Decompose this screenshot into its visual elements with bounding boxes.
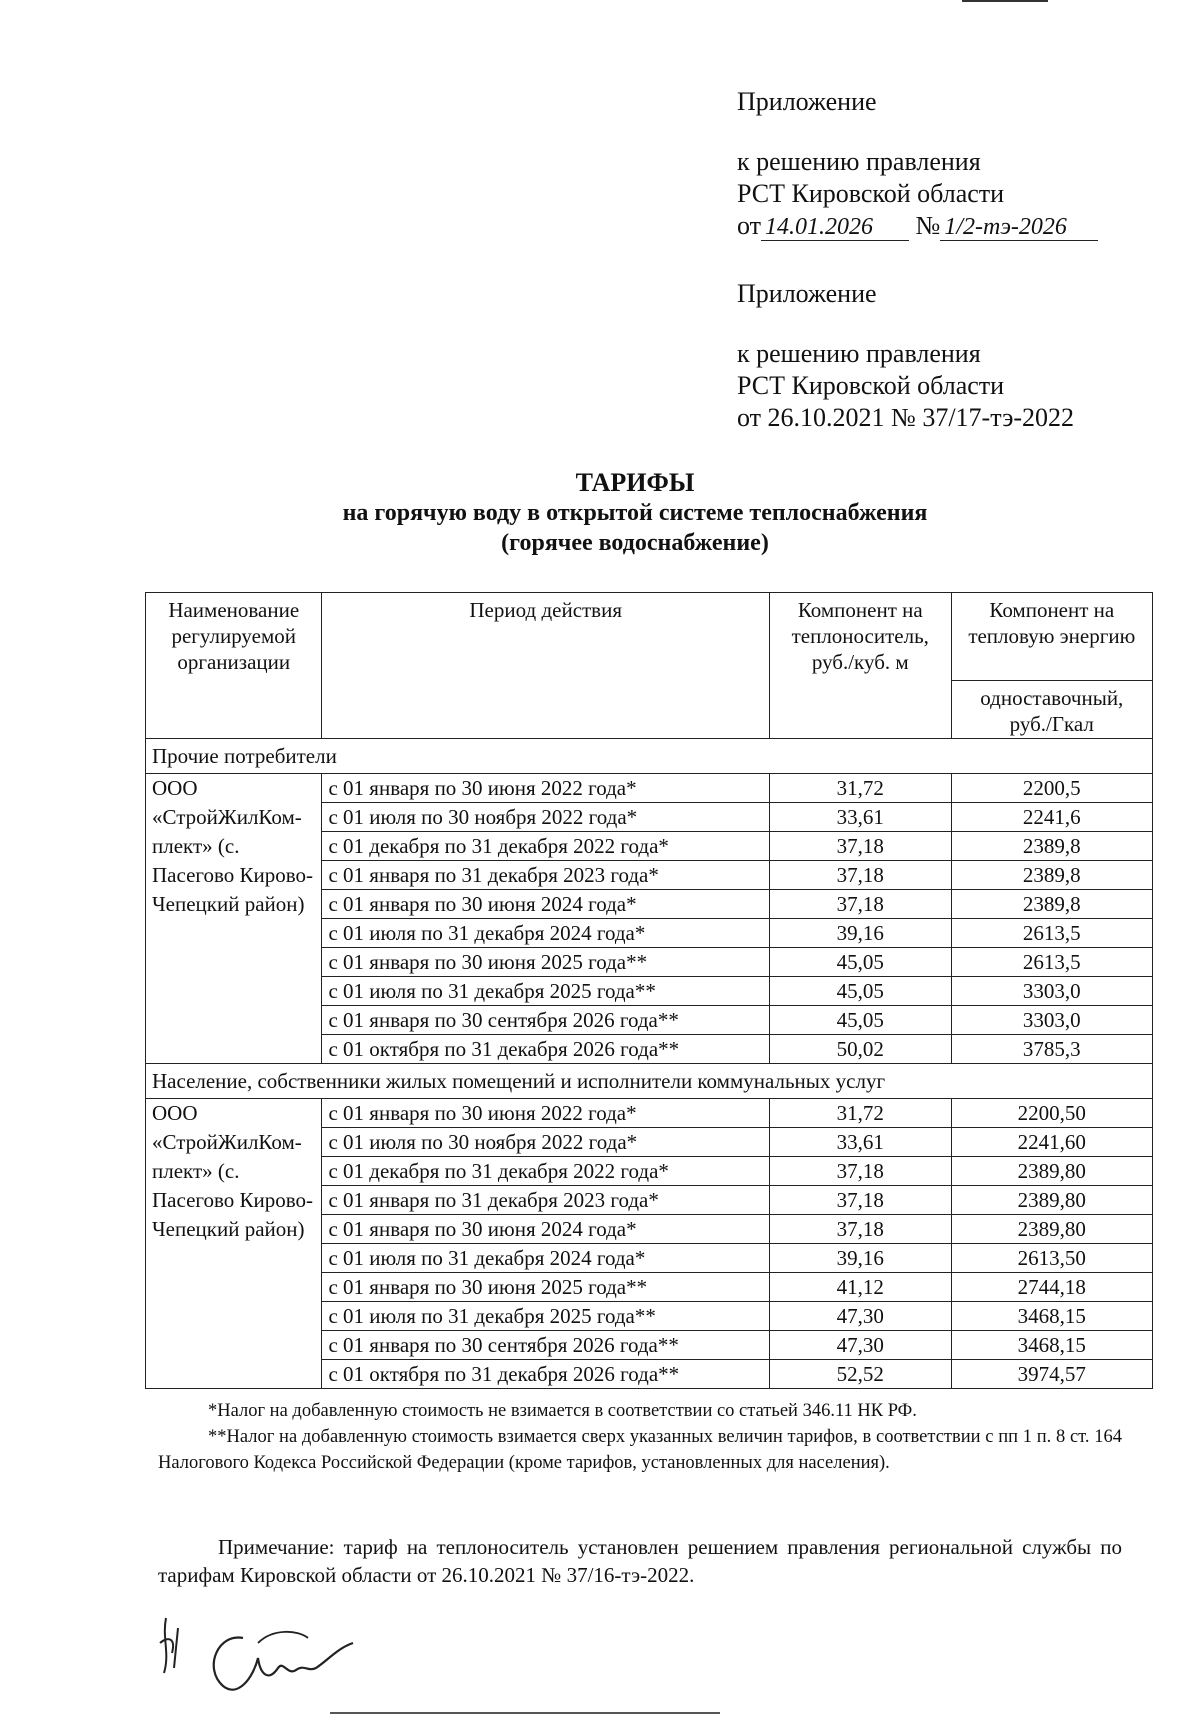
group-title: Прочие потребители	[146, 739, 1153, 774]
approval-original-title: Приложение	[737, 279, 877, 308]
energy-value-cell: 3468,15	[951, 1302, 1152, 1331]
period-cell: с 01 декабря по 31 декабря 2022 года*	[322, 832, 769, 861]
footnote-single-star: *Налог на добавленную стоимость не взимается в соответствии со статьей 346.11 НК РФ.	[208, 1401, 917, 1421]
energy-value-cell: 3303,0	[951, 977, 1152, 1006]
bottom-rule	[330, 1712, 720, 1714]
carrier-value-cell: 31,72	[769, 1099, 951, 1128]
organization-name: ООО «СтройЖилКом-плект» (с. Пасегово Кирово-Чепецкий район)	[146, 774, 322, 1064]
energy-value-cell: 3974,57	[951, 1360, 1152, 1389]
group-title: Население, собственники жилых помещений и исполнители коммунальных услуг	[146, 1064, 1153, 1099]
energy-value-cell: 2241,6	[951, 803, 1152, 832]
energy-value-cell: 2389,8	[951, 890, 1152, 919]
heading-subtitle-2: (горячее водоснабжение)	[501, 530, 769, 556]
energy-value-cell: 3785,3	[951, 1035, 1152, 1064]
signature-scribble	[148, 1598, 388, 1708]
period-cell: с 01 октября по 31 декабря 2026 года**	[322, 1035, 769, 1064]
handwritten-number: 1/2-тэ-2026	[940, 214, 1098, 241]
period-cell: с 01 июля по 31 декабря 2024 года*	[322, 919, 769, 948]
carrier-value-cell: 47,30	[769, 1302, 951, 1331]
document-heading	[160, 468, 1110, 558]
period-cell: с 01 января по 30 июня 2025 года**	[322, 948, 769, 977]
carrier-value-cell: 50,02	[769, 1035, 951, 1064]
energy-value-cell: 2744,18	[951, 1273, 1152, 1302]
heading-title: ТАРИФЫ	[575, 468, 695, 497]
table-row	[146, 1099, 1153, 1128]
period-cell: с 01 июля по 30 ноября 2022 года*	[322, 1128, 769, 1157]
period-cell: с 01 января по 31 декабря 2023 года*	[322, 861, 769, 890]
period-cell: с 01 октября по 31 декабря 2026 года**	[322, 1360, 769, 1389]
carrier-value-cell: 33,61	[769, 1128, 951, 1157]
table-row	[146, 774, 1153, 803]
number-prefix: №	[915, 211, 941, 240]
heading-subtitle: на горячую воду в открытой системе теплоснабжения	[342, 500, 928, 526]
remark-note: Примечание: тариф на теплоноситель установлен решением правления региональной службы по тарифам Кировской области от 26.10.2021 № 37/16-тэ-2022.	[158, 1535, 1122, 1587]
period-cell: с 01 января по 31 декабря 2023 года*	[322, 1186, 769, 1215]
carrier-value-cell: 39,16	[769, 1244, 951, 1273]
carrier-value-cell: 39,16	[769, 919, 951, 948]
table-group-other-consumers	[146, 739, 1153, 1064]
carrier-value-cell: 45,05	[769, 977, 951, 1006]
period-cell: с 01 января по 30 июня 2024 года*	[322, 890, 769, 919]
date-prefix: от	[737, 211, 762, 240]
table-group-population	[146, 1064, 1153, 1389]
approval-original-line-date-number: от 26.10.2021 № 37/17-тэ-2022	[737, 403, 1075, 432]
period-cell: с 01 июля по 31 декабря 2024 года*	[322, 1244, 769, 1273]
approval-title: Приложение	[737, 87, 877, 116]
carrier-value-cell: 37,18	[769, 890, 951, 919]
energy-value-cell: 2389,80	[951, 1215, 1152, 1244]
energy-value-cell: 2389,8	[951, 832, 1152, 861]
energy-value-cell: 3468,15	[951, 1331, 1152, 1360]
approval-original-line-decision: к решению правления	[737, 339, 981, 368]
carrier-value-cell: 37,18	[769, 1157, 951, 1186]
approval-line-date-number	[737, 210, 1098, 242]
period-cell: с 01 января по 30 сентября 2026 года**	[322, 1331, 769, 1360]
period-cell: с 01 января по 30 июня 2022 года*	[322, 1099, 769, 1128]
energy-value-cell: 2613,50	[951, 1244, 1152, 1273]
energy-value-cell: 2200,5	[951, 774, 1152, 803]
energy-value-cell: 2200,50	[951, 1099, 1152, 1128]
header-energy-component: Компонент на тепловую энергию	[951, 593, 1152, 681]
header-organization: Наименование регулируемой организации	[146, 593, 322, 739]
tariffs-table	[145, 592, 1153, 1389]
energy-value-cell: 2613,5	[951, 919, 1152, 948]
footnotes	[158, 1398, 1122, 1476]
carrier-value-cell: 37,18	[769, 1186, 951, 1215]
period-cell: с 01 января по 30 июня 2024 года*	[322, 1215, 769, 1244]
carrier-value-cell: 45,05	[769, 1006, 951, 1035]
header-period: Период действия	[322, 593, 769, 739]
energy-value-cell: 3303,0	[951, 1006, 1152, 1035]
period-cell: с 01 июля по 31 декабря 2025 года**	[322, 1302, 769, 1331]
approval-line-authority: РСТ Кировской области	[737, 179, 1005, 208]
approval-original-line-authority: РСТ Кировской области	[737, 371, 1005, 400]
period-cell: с 01 декабря по 31 декабря 2022 года*	[322, 1157, 769, 1186]
carrier-value-cell: 47,30	[769, 1331, 951, 1360]
period-cell: с 01 января по 30 июня 2022 года*	[322, 774, 769, 803]
energy-value-cell: 2389,80	[951, 1157, 1152, 1186]
top-edge-mark	[962, 0, 1048, 2]
period-cell: с 01 января по 30 сентября 2026 года**	[322, 1006, 769, 1035]
energy-value-cell: 2613,5	[951, 948, 1152, 977]
period-cell: с 01 июля по 31 декабря 2025 года**	[322, 977, 769, 1006]
energy-value-cell: 2389,80	[951, 1186, 1152, 1215]
carrier-value-cell: 37,18	[769, 832, 951, 861]
carrier-value-cell: 37,18	[769, 861, 951, 890]
header-energy-single-rate: одноставочный, руб./Гкал	[951, 681, 1152, 739]
carrier-value-cell: 41,12	[769, 1273, 951, 1302]
footnote-double-star: **Налог на добавленную стоимость взимается сверх указанных величин тарифов, в соответствии с пп 1 п. 8 ст. 164 Налогового Кодекса Российской Федерации (кроме тарифов, установленных для населения).	[158, 1427, 1122, 1473]
energy-value-cell: 2241,60	[951, 1128, 1152, 1157]
carrier-value-cell: 31,72	[769, 774, 951, 803]
organization-name: ООО «СтройЖилКом-плект» (с. Пасегово Кирово-Чепецкий район)	[146, 1099, 322, 1389]
approval-line-decision: к решению правления	[737, 147, 981, 176]
period-cell: с 01 января по 30 июня 2025 года**	[322, 1273, 769, 1302]
carrier-value-cell: 37,18	[769, 1215, 951, 1244]
carrier-value-cell: 45,05	[769, 948, 951, 977]
carrier-value-cell: 52,52	[769, 1360, 951, 1389]
carrier-value-cell: 33,61	[769, 803, 951, 832]
header-carrier-component: Компонент на теплоноситель, руб./куб. м	[769, 593, 951, 739]
approval-block-current	[737, 86, 1098, 242]
energy-value-cell: 2389,8	[951, 861, 1152, 890]
handwritten-date: 14.01.2026	[761, 214, 909, 241]
approval-block-original	[737, 278, 1074, 434]
period-cell: с 01 июля по 30 ноября 2022 года*	[322, 803, 769, 832]
